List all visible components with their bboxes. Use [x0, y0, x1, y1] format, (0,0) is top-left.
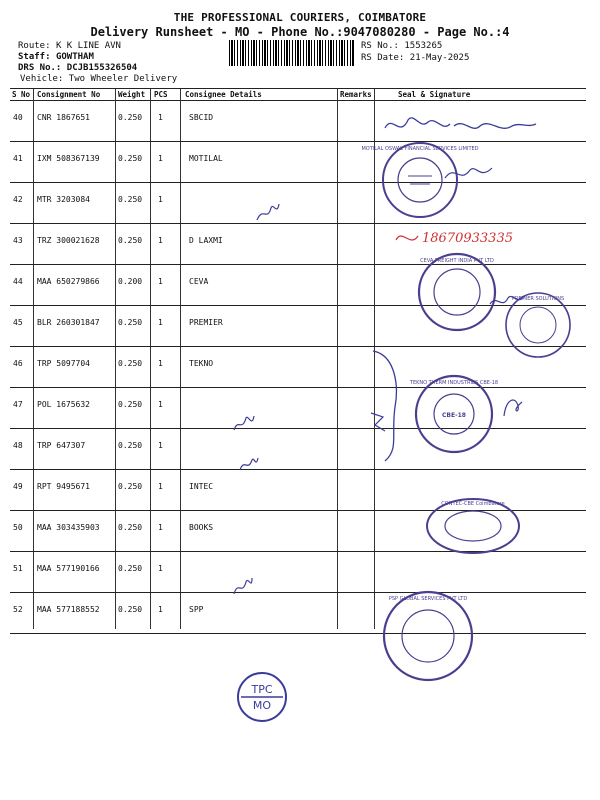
- drs-value: DCJB155326504: [66, 63, 138, 73]
- cell-consignment: MAA 650279866: [37, 277, 100, 286]
- cell-consignment: TRP 647307: [37, 441, 86, 450]
- cell-consignee: PREMIER: [189, 318, 223, 327]
- contec-stamp-text: CONTEC-CBE Coimbatore: [441, 501, 505, 507]
- cell-sno: 44: [13, 277, 23, 286]
- cell-consignment: RPT 9495671: [37, 482, 90, 491]
- rs-no-line: [361, 41, 442, 51]
- cell-consignee: BOOKS: [189, 523, 214, 532]
- tpc-mo-stamp: [235, 670, 289, 724]
- cell-weight: 0.200: [118, 277, 143, 286]
- svg-text:CBE-18: CBE-18: [442, 412, 466, 419]
- vehicle-line: [20, 74, 177, 84]
- drs-line: [18, 63, 137, 73]
- handwritten-phone: 18670933335: [422, 231, 513, 246]
- cell-consignee: TEKNO: [189, 359, 214, 368]
- cell-sno: 52: [13, 605, 23, 614]
- cell-sno: 41: [13, 154, 23, 163]
- row-divider: [10, 633, 586, 634]
- cell-consignee: D LAXMI: [189, 236, 223, 245]
- ceva-stamp-text: CEVA FREIGHT INDIA PVT LTD: [420, 258, 494, 264]
- tekno-stamp-text: TEKNO THERM INDUSTRIES CBE-18: [409, 380, 499, 386]
- cell-pcs: 1: [158, 318, 163, 327]
- cell-sno: 49: [13, 482, 23, 491]
- cell-weight: 0.250: [118, 359, 143, 368]
- cell-weight: 0.250: [118, 154, 143, 163]
- signature-row-41: [440, 160, 500, 186]
- cell-pcs: 1: [158, 523, 163, 532]
- cell-weight: 0.250: [118, 482, 143, 491]
- signature-row-48: [236, 452, 262, 474]
- cell-sno: 43: [13, 236, 23, 245]
- signature-row-47: [498, 392, 528, 420]
- rs-no-label: RS No.:: [361, 41, 399, 51]
- col-header-sno: S No: [12, 90, 31, 99]
- cell-pcs: 1: [158, 236, 163, 245]
- cell-sno: 40: [13, 113, 23, 122]
- cell-pcs: 1: [158, 441, 163, 450]
- cell-weight: 0.250: [118, 400, 143, 409]
- cell-weight: 0.250: [118, 523, 143, 532]
- rs-date-line: [361, 53, 469, 63]
- route-label: Route:: [18, 41, 51, 51]
- mo-text: MO: [252, 699, 272, 712]
- cell-weight: 0.250: [118, 318, 143, 327]
- cell-pcs: 1: [158, 359, 163, 368]
- col-header-weight: Weight: [118, 90, 146, 99]
- table-row: [10, 551, 586, 592]
- tpc-text: TPC: [251, 683, 273, 696]
- cell-pcs: 1: [158, 564, 163, 573]
- col-header-pcs: PCS: [154, 90, 168, 99]
- cell-consignment: TRZ 300021628: [37, 236, 100, 245]
- signature-row-40: [380, 108, 540, 140]
- contec-stamp: [424, 496, 522, 556]
- vehicle-value: Two Wheeler Delivery: [68, 74, 178, 84]
- signature-row-45: [486, 290, 526, 312]
- signature-row-43: [392, 222, 552, 250]
- vehicle-label: Vehicle:: [20, 74, 64, 84]
- staff-label: Staff:: [18, 52, 51, 62]
- cell-pcs: 1: [158, 400, 163, 409]
- cell-weight: 0.250: [118, 195, 143, 204]
- cell-pcs: 1: [158, 482, 163, 491]
- document-title: THE PROFESSIONAL COURIERS, COIMBATORE: [173, 11, 427, 24]
- cell-consignment: MAA 577188552: [37, 605, 100, 614]
- route-line: [18, 41, 121, 51]
- cell-sno: 45: [13, 318, 23, 327]
- tekno-stamp: [409, 372, 499, 457]
- cell-weight: 0.250: [118, 605, 143, 614]
- cell-sno: 50: [13, 523, 23, 532]
- col-header-remarks: Remarks: [340, 90, 372, 99]
- signature-row-47-consignee: [230, 410, 258, 436]
- cell-sno: 42: [13, 195, 23, 204]
- psp-stamp-text: PSP GLOBAL SERVICES PVT LTD: [388, 596, 468, 602]
- signature-row-42: [253, 198, 283, 226]
- cell-consignee: SPP: [189, 605, 204, 614]
- cell-sno: 46: [13, 359, 23, 368]
- drs-label: DRS No.:: [18, 63, 62, 73]
- cell-consignee: CEVA: [189, 277, 209, 286]
- table-row: [10, 592, 586, 633]
- col-header-seal: Seal & Signature: [398, 90, 471, 99]
- cell-pcs: 1: [158, 605, 163, 614]
- table-row: [10, 182, 586, 223]
- cell-weight: 0.250: [118, 441, 143, 450]
- premier-stamp-text: PREMIER SOLUTIONS: [511, 296, 565, 302]
- col-header-consignment: Consignment No: [37, 90, 101, 99]
- cell-consignment: MAA 303435903: [37, 523, 100, 532]
- barcode: [229, 40, 354, 66]
- cell-consignee: SBCID: [189, 113, 214, 122]
- document-subtitle: Delivery Runsheet - MO - Phone No.:9047080280 - Page No.:4: [90, 25, 510, 39]
- motilal-stamp-text: MOTILAL OSWAL FINANCIAL SERVICES LIMITED: [361, 146, 479, 152]
- cell-consignment: MAA 577190166: [37, 564, 100, 573]
- rs-date-label: RS Date:: [361, 53, 405, 63]
- cell-sno: 51: [13, 564, 23, 573]
- cell-pcs: 1: [158, 195, 163, 204]
- cell-sno: 48: [13, 441, 23, 450]
- col-header-consignee: Consignee Details: [185, 90, 262, 99]
- rs-no-value: 1553265: [404, 41, 443, 51]
- cell-consignment: POL 1675632: [37, 400, 90, 409]
- psp-stamp: [380, 588, 476, 684]
- cell-consignment: TRP 5097704: [37, 359, 90, 368]
- cell-pcs: 1: [158, 113, 163, 122]
- cell-consignment: IXM 508367139: [37, 154, 100, 163]
- rs-date-value: 21-May-2025: [409, 53, 470, 63]
- bracket-mark: [365, 345, 405, 465]
- staff-value: GOWTHAM: [55, 52, 94, 62]
- cell-weight: 0.250: [118, 113, 143, 122]
- table-top-rule: [10, 88, 586, 89]
- cell-consignment: BLR 260301847: [37, 318, 100, 327]
- cell-consignee: INTEC: [189, 482, 214, 491]
- route-value: K K LINE AVN: [55, 41, 121, 51]
- cell-weight: 0.250: [118, 236, 143, 245]
- cell-weight: 0.250: [118, 564, 143, 573]
- staff-line: [18, 52, 94, 62]
- cell-pcs: 1: [158, 277, 163, 286]
- table-row: [10, 428, 586, 469]
- cell-consignment: CNR 1867651: [37, 113, 90, 122]
- cell-sno: 47: [13, 400, 23, 409]
- signature-row-52: [230, 572, 256, 600]
- cell-consignment: MTR 3203084: [37, 195, 90, 204]
- cell-consignee: MOTILAL: [189, 154, 223, 163]
- cell-pcs: 1: [158, 154, 163, 163]
